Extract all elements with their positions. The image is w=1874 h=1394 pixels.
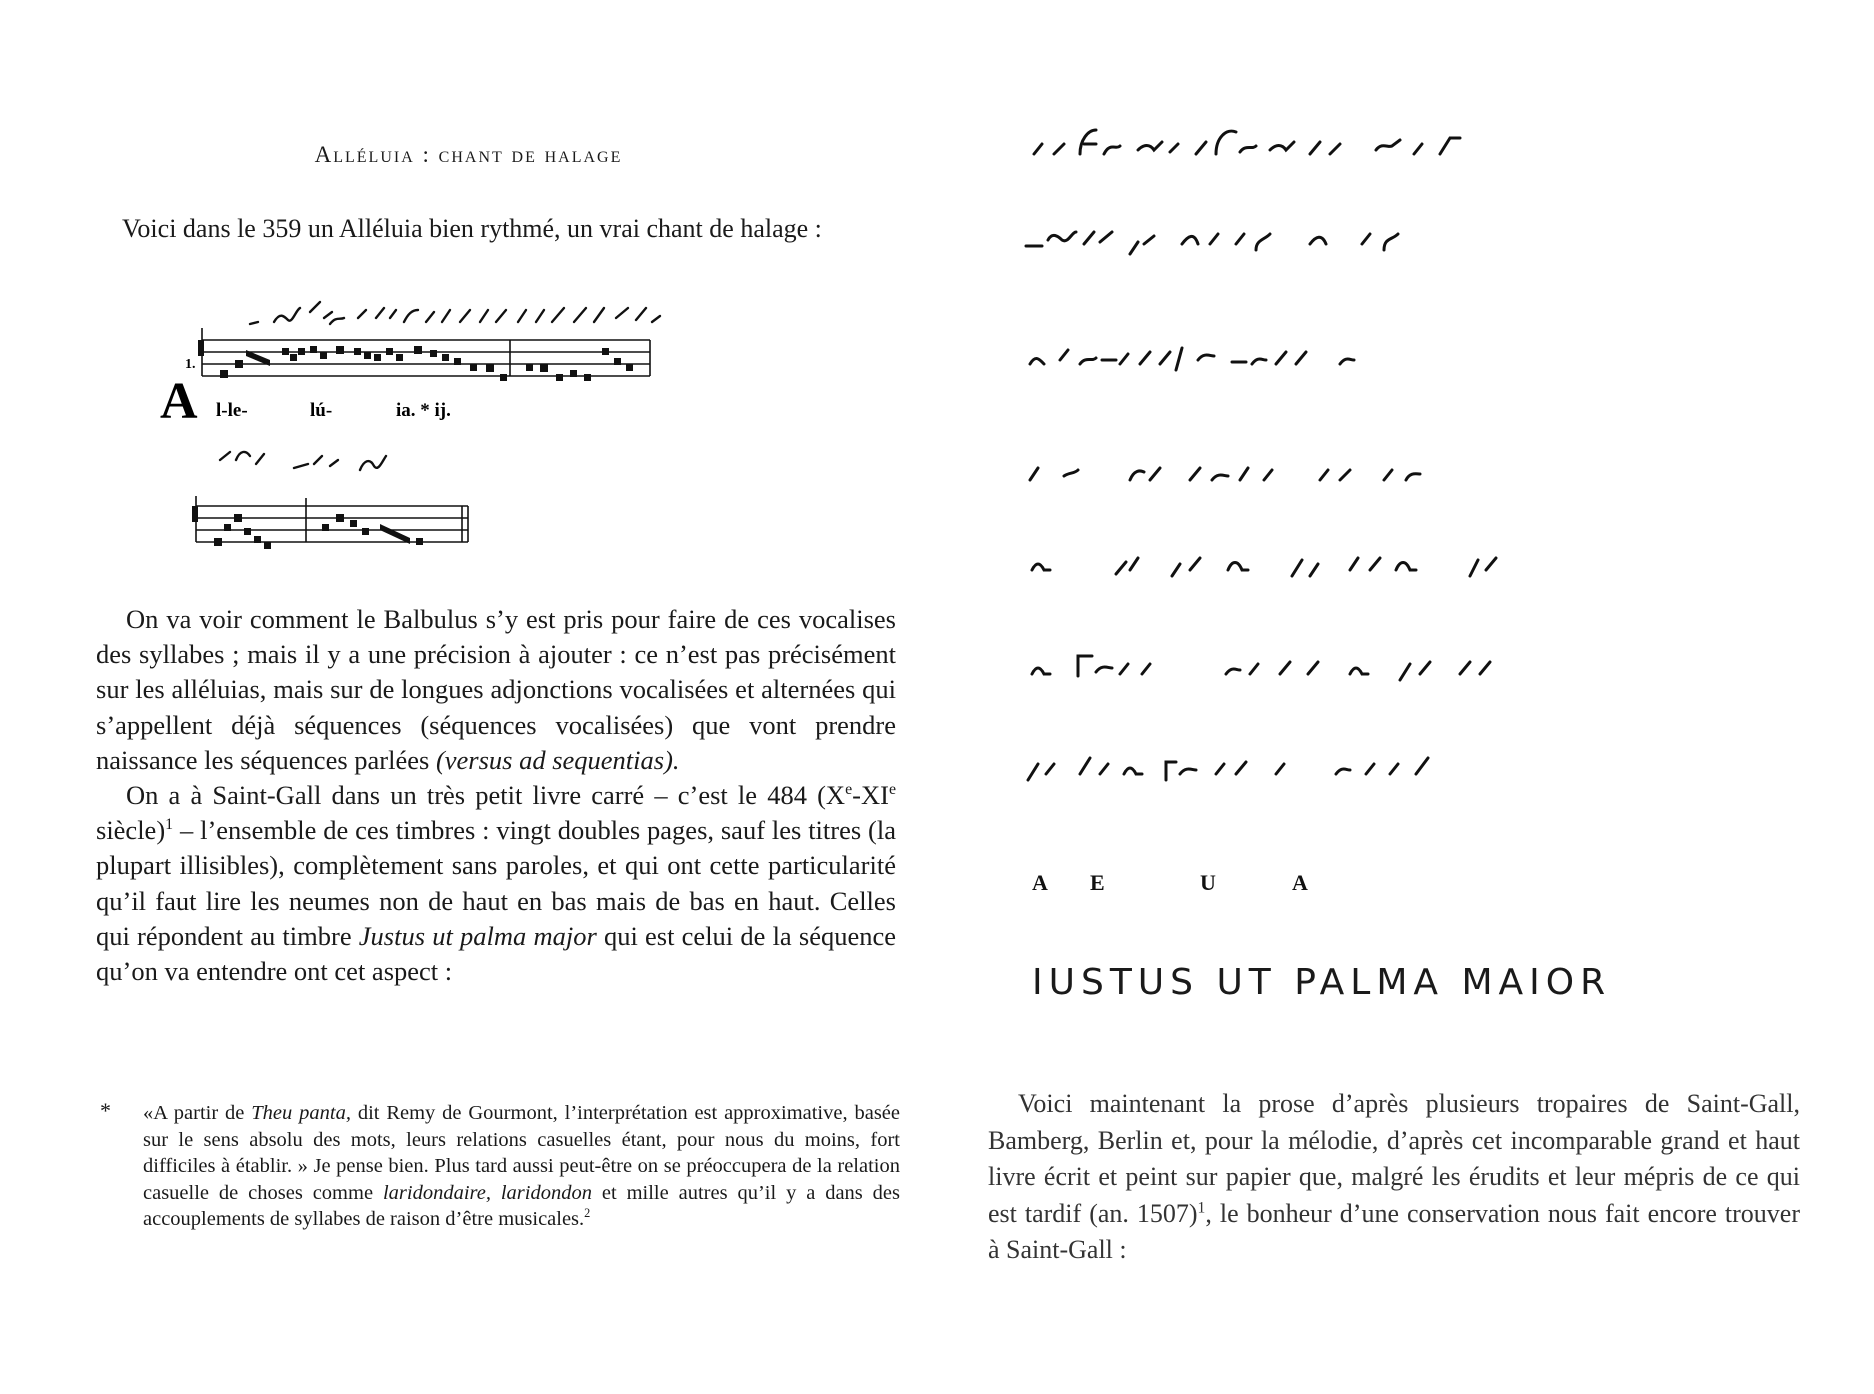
body-text	[96, 602, 896, 989]
neume-manuscript	[1020, 80, 1700, 895]
staff-1	[202, 328, 650, 376]
intro-sentence: Voici dans le 359 un Alléluia bien rythmé, un vrai chant de halage :	[122, 214, 822, 243]
paragraph-2: On a à Saint-Gall dans un très petit livre carré – c’est le 484 (Xe-XIe siècle)$^1$ – l’ensemble de ces timbres : vingt doubles pages, sauf les titres (la plupart illisibles), complètement sans paroles, et qui ont cette particularité qu’il faut lire les neumes non de haut en bas mais de bas en haut. Celles qui répondent au timbre Justus ut palma major qui est celui de la séquence qu’on va entendre ont cet aspect :	[96, 780, 896, 987]
neumes-line-2	[220, 452, 386, 470]
neume-rows	[1026, 130, 1496, 780]
chant-initial: A	[160, 373, 198, 430]
syllable-3: ia. * ij.	[396, 400, 451, 421]
paragraph-1: On va voir comment le Balbulus s’y est pris pour faire de ces vocalises des syllabes ; mais il y a une précision à ajouter : ce n’est pas précisément sur les alléluias, mais sur de longues adjonctions vocalisées et alternées qui s’appellent déjà séquences (séquences vocalisées) que vont prendre naissance les séquences parlées (versus ad sequentias).	[96, 604, 896, 775]
right-paragraph: Voici maintenant la prose d’après plusieurs tropaires de Saint-Gall, Bamberg, Berlin et, pour la mélodie, d’après cet incomparable grand et haut livre écrit et peint sur papier que, malgré les érudits et leur mépris de ce qui est tardif (an. 1507)$^1$, le bonheur d’une conservation nous fait encore trouver à Saint-Gall :	[988, 1089, 1800, 1264]
footnote-mark: *	[100, 1098, 111, 1123]
footnote-text: «A partir de Theu panta, dit Remy de Gourmont, l’interprétation est approximative, basée sur le sens absolu des mots, leurs relations casuelles étant, pour nous du moins, fort difficiles à établir. » Je pense bien. Plus tard aussi peut-être on se préoccupera de la relation casuelle de choses comme laridondaire, laridondon et mille autres qu’il y a dans des accouplements de syllabes de raison d’être musicales.$^2$	[143, 1102, 901, 1230]
neume-letter-2: E	[1090, 870, 1105, 895]
neume-letter-3: U	[1200, 870, 1216, 895]
footnote	[100, 1100, 900, 1233]
footnote-note-ref[interactable]: 2	[584, 1206, 591, 1221]
syllable-1: l-le-	[216, 400, 248, 421]
chant-number: 1.	[185, 357, 196, 372]
chant-notation	[160, 288, 790, 578]
note-ref[interactable]: 1	[165, 816, 174, 834]
syllable-2: lú-	[310, 400, 333, 421]
neume-letter-1: A	[1032, 870, 1048, 895]
neume-letter-4: A	[1292, 870, 1308, 895]
title-inscription: IUSTUS UT PALMA MAIOR	[1032, 962, 1612, 1003]
neumes-line-1	[250, 302, 660, 324]
notes-staff-2	[214, 514, 423, 549]
note-ref-right[interactable]: 1	[1197, 1198, 1206, 1216]
running-head: Alléluia : chant de halage	[314, 142, 623, 167]
